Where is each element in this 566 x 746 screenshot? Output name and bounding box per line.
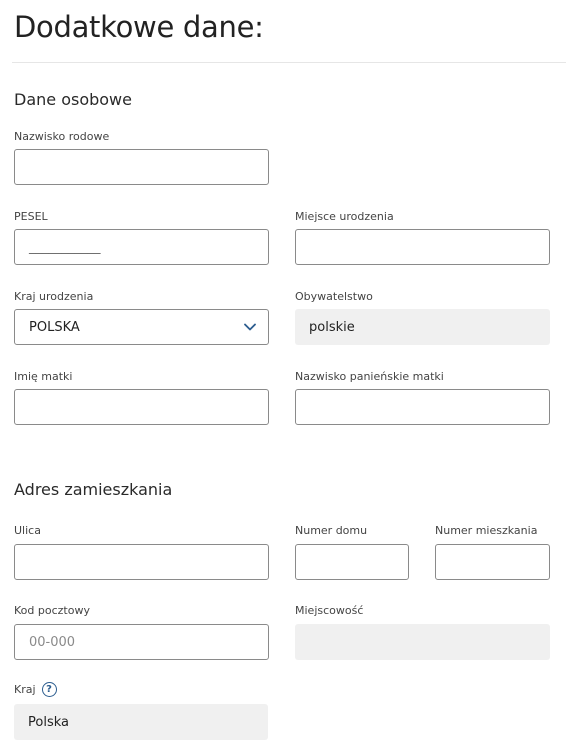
section-title-personal: Dane osobowe xyxy=(14,90,132,109)
citizenship-value: polskie xyxy=(309,319,355,335)
page-title: Dodatkowe dane: xyxy=(14,10,264,44)
street-input[interactable] xyxy=(14,544,269,580)
birth-country-select[interactable] xyxy=(14,309,269,345)
citizenship-label: Obywatelstwo xyxy=(295,290,373,303)
birth-place-label: Miejsce urodzenia xyxy=(295,210,394,223)
street-label: Ulica xyxy=(14,524,41,537)
birth-country-label: Kraj urodzenia xyxy=(14,290,94,303)
pesel-mask: ___________ xyxy=(29,239,101,255)
postal-code-label: Kod pocztowy xyxy=(14,604,90,617)
citizenship-field xyxy=(295,309,550,345)
pesel-label: PESEL xyxy=(14,210,48,223)
city-field xyxy=(295,624,550,660)
chevron-down-icon xyxy=(242,319,258,335)
birth-country-value: POLSKA xyxy=(29,319,80,335)
mother-name-label: Imię matki xyxy=(14,370,73,383)
apartment-number-input[interactable] xyxy=(435,544,550,580)
apartment-number-label: Numer mieszkania xyxy=(435,524,538,537)
pesel-input[interactable] xyxy=(14,229,269,265)
country-value: Polska xyxy=(28,714,69,730)
birth-place-input[interactable] xyxy=(295,229,550,265)
postal-code-input[interactable] xyxy=(14,624,269,660)
city-label: Miejscowość xyxy=(295,604,364,617)
mother-maiden-name-input[interactable] xyxy=(295,389,550,425)
country-label-row xyxy=(14,682,57,697)
title-divider xyxy=(12,62,566,63)
section-title-address: Adres zamieszkania xyxy=(14,480,173,499)
family-name-label: Nazwisko rodowe xyxy=(14,130,110,143)
country-label: Kraj xyxy=(14,683,36,696)
mother-maiden-name-label: Nazwisko panieńskie matki xyxy=(295,370,444,383)
mother-name-input[interactable] xyxy=(14,389,269,425)
help-icon[interactable]: ? xyxy=(42,682,57,697)
house-number-input[interactable] xyxy=(295,544,409,580)
postal-code-placeholder: 00-000 xyxy=(29,634,76,650)
country-field xyxy=(14,704,268,740)
family-name-input[interactable] xyxy=(14,149,269,185)
house-number-label: Numer domu xyxy=(295,524,368,537)
